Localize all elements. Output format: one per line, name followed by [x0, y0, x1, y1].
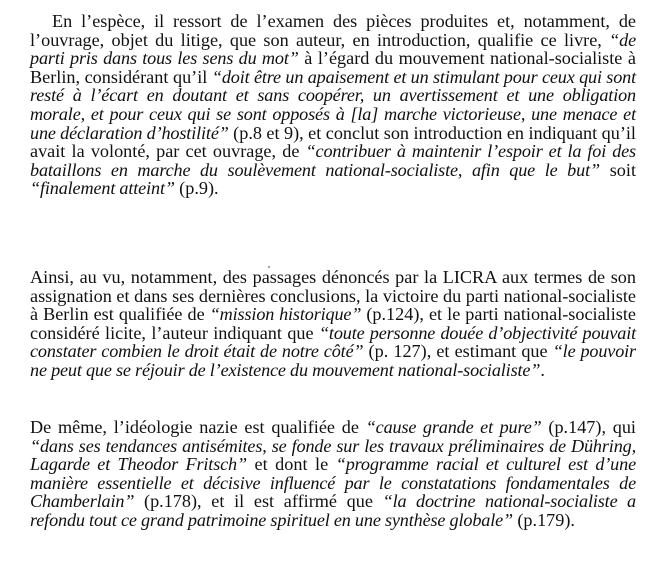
quote-segment: “dans ses tendances antisémites, se fonde sur les travaux préliminaires de Dühring, Lagarde et Theodor Fritsch”	[30, 435, 636, 475]
quote-segment: “contribuer à maintenir l’espoir et la foi des bataillons en marche du soulèvement national-socialiste, afin que le but”	[30, 141, 636, 180]
quote-segment: “toute personne douée d’objectivité pouvait constater combien le droit était de notre côté”	[30, 322, 637, 362]
text-segment: (p.147), qui	[541, 417, 636, 437]
paragraph-3	[30, 418, 636, 530]
quote-segment: “programme racial et culturel est d’une manière essentielle et décisive influencé par le constatations fondamentales de Chamberlain”	[30, 454, 636, 512]
quote-segment: “mission historique”	[209, 304, 362, 325]
text-segment: De même, l’idéologie nazie est qualifiée de	[30, 417, 366, 437]
quote-segment: “finalement atteint”	[30, 178, 175, 199]
text-segment: (p.8 et 9), et conclut son introduction en indiquant qu’il avait la volonté, par cet ouvrage, de	[30, 122, 636, 162]
quote-segment: “le pouvoir ne peut que se réjouir de l’existence du mouvement national-socialiste”	[30, 341, 636, 380]
paragraph-2	[30, 268, 636, 380]
quote-segment: “doit être un apaisement et un stimulant pour ceux qui sont resté à l’écart en doutant et sans coopérer, un avertissement et une obligation morale, et pour ceux qui se sont opposés à [la] marche victorieuse, une menace et une déclaration d’hostilité”	[30, 66, 636, 143]
text-segment: soit	[599, 159, 636, 180]
text-segment: (p.178), et il est affirmé que	[134, 491, 383, 512]
text-segment: (p.179).	[513, 509, 575, 530]
quote-segment: “cause grande et pure”	[365, 417, 542, 437]
text-segment: et dont le	[246, 454, 336, 475]
quote-segment: “la doctrine national-socialiste a refondu tout ce grand patrimoine spirituel en une synthèse globale”	[30, 491, 636, 530]
text-segment: Ainsi, au vu, notamment, des passages dénoncés par la LICRA aux termes de son assignation et dans ses dernières conclusions, la victoire du parti national-socialiste à Berlin est qualifiée de	[30, 267, 636, 325]
quote-segment: “de parti pris dans tous les sens du mot”	[30, 29, 636, 69]
text-segment: (p.9).	[174, 178, 219, 199]
text-segment: à l’égard du mouvement national-socialiste à Berlin, considérant qu’il	[30, 48, 636, 87]
text-segment: En l’espèce, il ressort de l’examen des pièces produites et, notamment, de l’ouvrage, objet du litige, que son auteur, en introduction, qualifie ce livre,	[30, 11, 636, 50]
text-segment: .	[540, 359, 545, 380]
paragraph-1	[30, 12, 636, 198]
text-segment: (p. 127), et estimant que	[363, 341, 553, 362]
text-segment: (p.124), et le parti national-socialiste considéré licite, l’auteur indiquant que	[30, 304, 636, 343]
